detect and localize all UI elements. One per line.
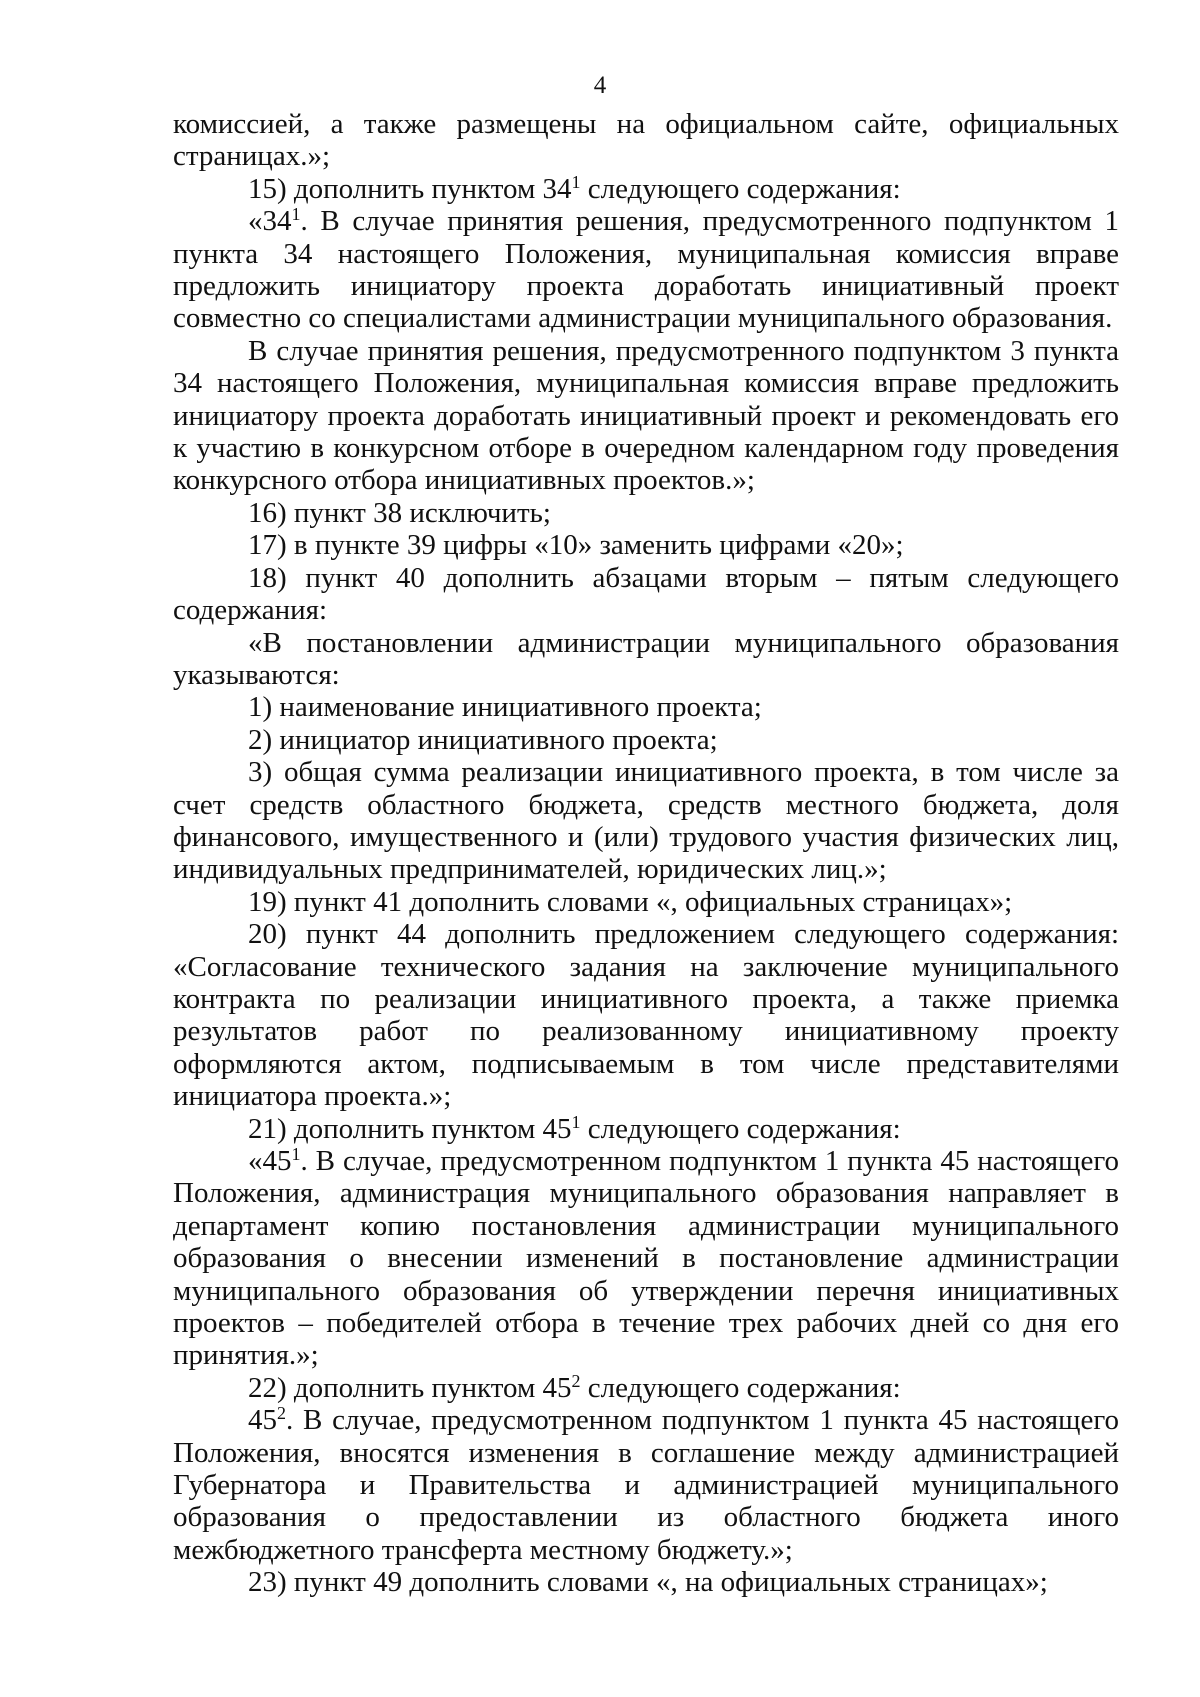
superscript: 2: [277, 1403, 286, 1424]
paragraph-text: следующего содержания:: [580, 172, 901, 205]
paragraph: [173, 918, 1119, 1112]
paragraph-text: следующего содержания:: [580, 1112, 901, 1145]
paragraph: [173, 335, 1119, 497]
paragraph: [173, 1404, 1119, 1566]
paragraph-text: 19) пункт 41 дополнить словами «, официальных страницах»;: [248, 885, 1013, 918]
paragraph-text: 20) пункт 44 дополнить предложением следующего содержания: «Согласование технического задания на заключение муниципального контракта по реализации инициативного проекта, а также приемка результатов работ по реализованному инициативному проекту оформляются актом, подписываемым в том числе представителями инициатора проекта.»;: [173, 918, 1119, 1113]
paragraph-text: 23) пункт 49 дополнить словами «, на официальных страницах»;: [248, 1566, 1048, 1599]
paragraph: [173, 529, 1119, 561]
paragraph-text: 1) наименование инициативного проекта;: [248, 691, 762, 724]
paragraph-text: «45: [248, 1145, 292, 1177]
paragraph: [173, 1372, 1119, 1404]
paragraph-text: . В случае, предусмотренном подпунктом 1 пункта 45 настоящего Положения, вносятся изменения в соглашение между администрацией Губернатора и Правительства и администрацией муниципального образования о предоставлении из областного бюджета иного межбюджетного трансферта местному бюджету.»;: [173, 1404, 1119, 1566]
document-body: [173, 108, 1119, 1599]
paragraph-text: 17) в пункте 39 цифры «10» заменить цифрами «20»;: [248, 529, 904, 562]
paragraph: [173, 173, 1119, 205]
paragraph: [173, 691, 1119, 723]
paragraph-text: 15) дополнить пунктом 34: [248, 172, 572, 205]
paragraph: [173, 627, 1119, 692]
paragraph: [173, 108, 1119, 173]
paragraph: [173, 886, 1119, 918]
paragraph: [173, 1566, 1119, 1598]
paragraph-text: «В постановлении администрации муниципального образования указываются:: [173, 626, 1119, 691]
paragraph: [173, 205, 1119, 335]
paragraph-text: . В случае принятия решения, предусмотренного подпунктом 1 пункта 34 настоящего Положения, муниципальная комиссия вправе предложить инициатору проекта доработать инициативный проект совместно со специалистами администрации муниципального образования.: [173, 205, 1119, 335]
paragraph: [173, 497, 1119, 529]
paragraph-text: 45: [248, 1404, 277, 1437]
paragraph-text: «34: [248, 205, 292, 238]
paragraph-text: комиссией, а также размещены на официальном сайте, официальных страницах.»;: [173, 108, 1119, 173]
paragraph-text: 3) общая сумма реализации инициативного проекта, в том числе за счет средств областного бюджета, средств местного бюджета, доля финансового, имущественного и (или) трудового участия физических лиц, индивидуальных предпринимателей, юридических лиц.»;: [173, 756, 1119, 886]
paragraph: [173, 756, 1119, 886]
superscript: 1: [291, 204, 301, 225]
paragraph: [173, 1145, 1119, 1372]
superscript: 1: [571, 172, 581, 193]
paragraph-text: В случае принятия решения, предусмотренного подпунктом 3 пункта 34 настоящего Положения, муниципальная комиссия вправе предложить инициатору проекта доработать инициативный проект и рекомендовать его к участию в конкурсном отборе в очередном календарном году проведения конкурсного отбора инициативных проектов.»;: [173, 334, 1119, 497]
superscript: 1: [291, 1144, 301, 1165]
paragraph: [173, 724, 1119, 756]
paragraph-text: 2) инициатор инициативного проекта;: [248, 723, 718, 756]
paragraph-text: 22) дополнить пунктом 45: [248, 1371, 572, 1404]
paragraph-text: 18) пункт 40 дополнить абзацами вторым – пятым следующего содержания:: [173, 561, 1119, 627]
paragraph-text: . В случае, предусмотренном подпунктом 1 пункта 45 настоящего Положения, администрация муниципального образования направляет в департамент копию постановления администрации муниципального образования о внесении изменений в постановление администрации муниципального образования об утверждении перечня инициативных проектов – победителей отбора в течение трех рабочих дней со дня его принятия.»;: [173, 1145, 1119, 1372]
paragraph: [173, 562, 1119, 627]
paragraph: [173, 1113, 1119, 1145]
superscript: 2: [571, 1371, 581, 1392]
paragraph-text: 21) дополнить пунктом 45: [248, 1112, 572, 1145]
paragraph-text: 16) пункт 38 исключить;: [248, 496, 551, 529]
superscript: 1: [571, 1111, 581, 1132]
page-number: 4: [593, 72, 607, 99]
paragraph-text: следующего содержания:: [580, 1371, 901, 1404]
